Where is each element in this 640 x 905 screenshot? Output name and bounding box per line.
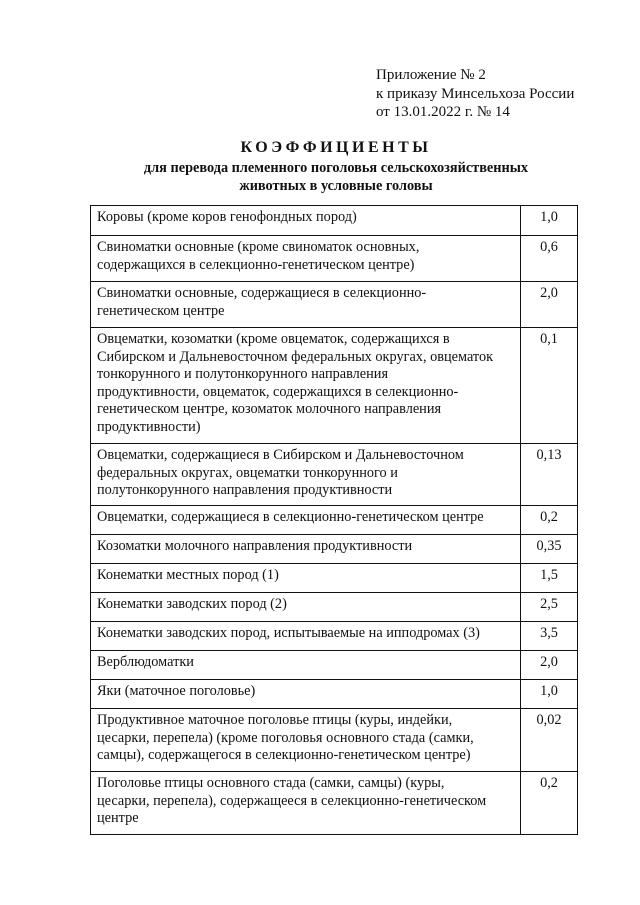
table-row — [91, 680, 578, 709]
coefficient-cell: 0,1 — [521, 328, 578, 444]
category-line: Конематки заводских пород, испытываемые на ипподромах (3) — [97, 625, 480, 641]
category-line: Овцематки, содержащиеся в Сибирском и Дальневосточном — [97, 447, 464, 463]
table-row — [91, 535, 578, 564]
category-line: Коровы (кроме коров генофондных пород) — [97, 209, 357, 225]
animal-category-cell — [91, 506, 521, 535]
animal-category-cell — [91, 680, 521, 709]
appendix-order-ref: к приказу Минсельхоза России — [376, 85, 575, 102]
coefficient-cell: 0,35 — [521, 535, 578, 564]
category-line: самцы), содержащегося в селекционно-генетическом центре) — [97, 747, 471, 763]
animal-category-cell — [91, 651, 521, 680]
table-row — [91, 328, 578, 444]
table-row — [91, 206, 578, 236]
animal-category-cell — [91, 236, 521, 282]
table-row — [91, 564, 578, 593]
category-line: полутонкорунного направления продуктивности — [97, 482, 393, 498]
category-line: Сибирском и Дальневосточном федеральных округах, овцематок — [97, 348, 494, 365]
coefficient-cell: 0,2 — [521, 506, 578, 535]
coefficient-cell: 0,2 — [521, 772, 578, 835]
appendix-order-date: от 13.01.2022 г. № 14 — [376, 104, 510, 120]
animal-category-cell — [91, 709, 521, 772]
table-row — [91, 444, 578, 506]
category-line: центре — [97, 810, 139, 826]
table-row — [91, 593, 578, 622]
subtitle-line: животных в условные головы — [239, 178, 433, 194]
animal-category-cell — [91, 772, 521, 835]
category-line: Овцематки, содержащиеся в селекционно-генетическом центре — [97, 509, 484, 525]
animal-category-cell — [91, 328, 521, 444]
category-line: Поголовье птицы основного стада (самки, самцы) (куры, — [97, 775, 445, 791]
category-line: генетическом центре, козоматок молочного направления — [97, 401, 442, 417]
coefficient-cell: 0,02 — [521, 709, 578, 772]
category-line: цесарки, перепела), содержащееся в селекционно-генетическом — [97, 792, 487, 809]
appendix-reference — [376, 66, 574, 122]
coefficient-cell: 1,0 — [521, 206, 578, 236]
animal-category-cell — [91, 444, 521, 506]
animal-category-cell — [91, 622, 521, 651]
document-title — [60, 139, 612, 195]
category-line: генетическом центре — [97, 302, 225, 319]
category-line: Верблюдоматки — [97, 654, 194, 670]
coefficient-cell: 2,5 — [521, 593, 578, 622]
coefficient-cell: 0,6 — [521, 236, 578, 282]
category-line: Яки (маточное поголовье) — [97, 683, 256, 699]
title-main: КОЭФФИЦИЕНТЫ — [240, 139, 432, 156]
category-line: Конематки местных пород (1) — [97, 567, 279, 583]
table-row — [91, 651, 578, 680]
subtitle-line: для перевода племенного поголовья сельскохозяйственных — [143, 160, 529, 176]
coefficient-cell: 2,0 — [521, 282, 578, 328]
category-line: продуктивности, овцематок, содержащихся в селекционно- — [97, 383, 459, 400]
table-row — [91, 622, 578, 651]
table-row — [91, 236, 578, 282]
category-line: федеральных округах, овцематки тонкорунного и — [97, 464, 398, 481]
coefficient-cell: 1,0 — [521, 680, 578, 709]
appendix-number: Приложение № 2 — [376, 67, 486, 83]
category-line: тонкорунного и полутонкорунного направления — [97, 366, 389, 382]
table-row — [91, 282, 578, 328]
animal-category-cell — [91, 593, 521, 622]
table-row — [91, 709, 578, 772]
coefficients-table — [90, 205, 578, 835]
category-line: Свиноматки основные, содержащиеся в селекционно- — [97, 285, 427, 301]
title-subtitle — [60, 159, 612, 195]
table-row — [91, 506, 578, 535]
coefficient-cell: 3,5 — [521, 622, 578, 651]
coefficient-cell: 1,5 — [521, 564, 578, 593]
category-line: Конематки заводских пород (2) — [97, 596, 287, 612]
category-line: Козоматки молочного направления продуктивности — [97, 538, 413, 554]
category-line: цесарки, перепела) (кроме поголовья основного стада (самки, — [97, 729, 474, 746]
animal-category-cell — [91, 206, 521, 236]
coefficient-cell: 2,0 — [521, 651, 578, 680]
coefficient-cell: 0,13 — [521, 444, 578, 506]
animal-category-cell — [91, 564, 521, 593]
category-line: содержащихся в селекционно-генетическом центре) — [97, 256, 415, 273]
animal-category-cell — [91, 535, 521, 564]
table-row — [91, 772, 578, 835]
animal-category-cell — [91, 282, 521, 328]
category-line: продуктивности) — [97, 418, 201, 435]
category-line: Овцематки, козоматки (кроме овцематок, содержащихся в — [97, 331, 450, 347]
category-line: Продуктивное маточное поголовье птицы (куры, индейки, — [97, 712, 453, 728]
category-line: Свиноматки основные (кроме свиноматок основных, — [97, 239, 420, 255]
